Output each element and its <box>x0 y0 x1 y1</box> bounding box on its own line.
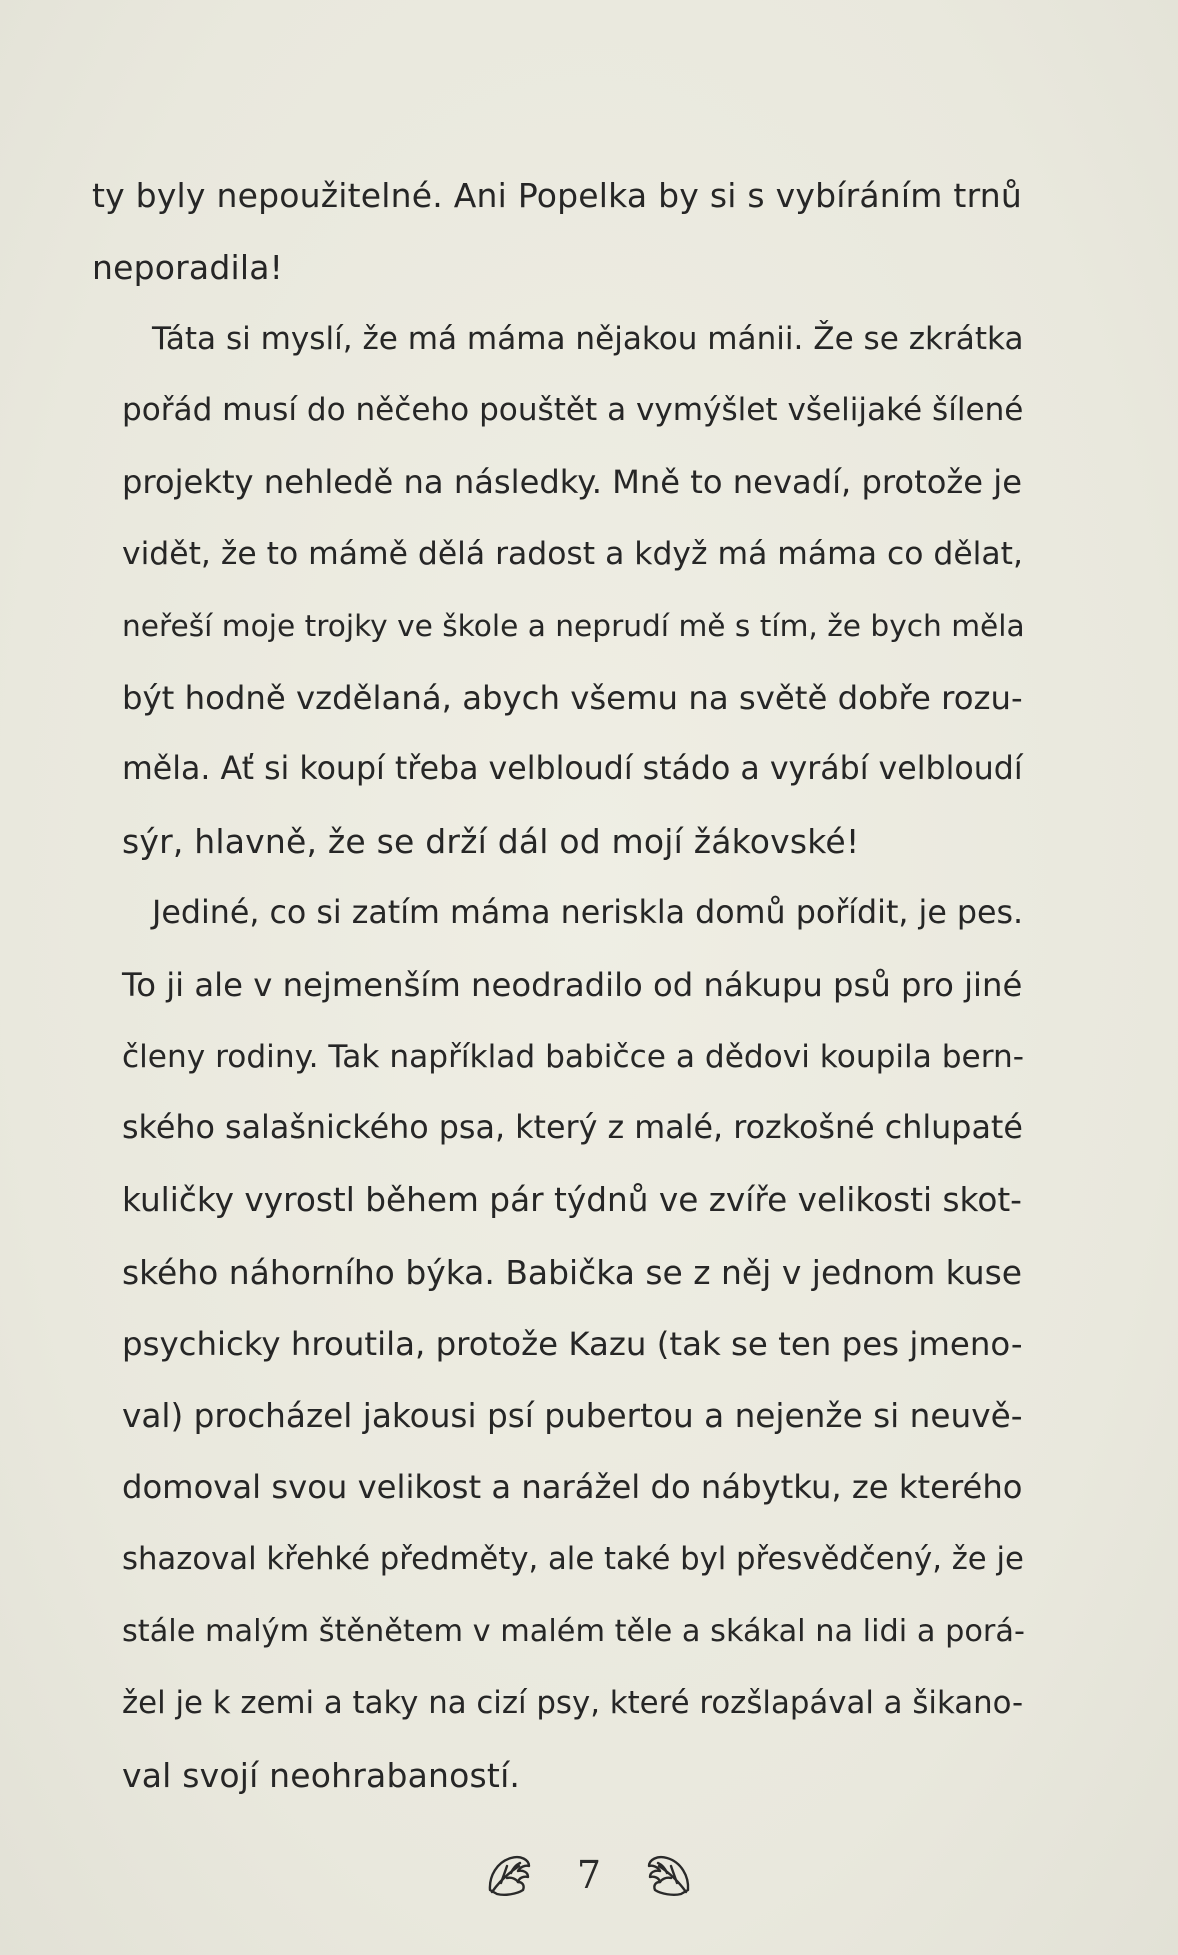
text-line: To ji ale v nejmenším neodradilo od nákupu psů pro jiné <box>122 965 1023 1004</box>
text-line: psychicky hroutila, protože Kazu (tak se ten pes jmeno- <box>122 1324 1023 1363</box>
text-line: val svojí neohrabaností. <box>122 1755 521 1795</box>
text-line: domoval svou velikost a narážel do nábytku, ze kterého <box>122 1468 1023 1507</box>
text-line: ského salašnického psa, který z malé, rozkošné chlupaté <box>122 1110 1023 1147</box>
body-text <box>92 160 1025 1811</box>
text-line: žel je k zemi a taky na cizí psy, které rozšlapával a šikano- <box>122 1684 1024 1721</box>
page-number: 7 <box>576 1853 602 1897</box>
text-line: projekty nehledě na následky. Mně to nevadí, protože je <box>122 463 1022 502</box>
text-line: shazoval křehké předměty, ale také byl přesvědčený, že je <box>122 1542 1024 1578</box>
text-line: být hodně vzdělaná, abych všemu na světě dobře rozu- <box>122 678 1023 717</box>
text-line: Jediné, co si zatím máma neriskla domů pořídit, je pes. <box>152 894 1024 931</box>
text-line: Táta si myslí, že má máma nějakou mánii. Že se zkrátka <box>152 320 1024 357</box>
text-line: neřeší moje trojky ve škole a neprudí mě s tím, že bych měla <box>122 608 1025 643</box>
paragraph <box>92 304 1025 878</box>
page-footer <box>0 1845 1178 1905</box>
monstera-leaf-icon <box>645 1852 693 1898</box>
text-line: měla. Ať si koupí třeba velbloudí stádo a vyrábí velbloudí <box>122 751 1023 788</box>
text-line: stále malým štěnětem v malém těle a skákal na lidi a porá- <box>122 1613 1025 1649</box>
text-line: pořád musí do něčeho pouštět a vymýšlet všelijaké šílené <box>122 392 1024 429</box>
text-line: ty byly nepoužitelné. Ani Popelka by si s vybíráním trnů <box>92 176 1022 215</box>
text-line: členy rodiny. Tak například babičce a dědovi koupila bern- <box>122 1038 1025 1075</box>
paragraph <box>92 160 1022 304</box>
paragraph <box>92 878 1025 1811</box>
text-line: vidět, že to mámě dělá radost a když má máma co dělat, <box>122 535 1023 572</box>
text-line: neporadila! <box>92 247 284 287</box>
monstera-leaf-icon <box>485 1852 533 1898</box>
text-line: sýr, hlavně, že se drží dál od mojí žákovské! <box>122 822 860 862</box>
text-line: kuličky vyrostl během pár týdnů ve zvíře velikosti skot- <box>122 1181 1022 1220</box>
text-line: ského náhorního býka. Babička se z něj v jednom kuse <box>122 1252 1022 1292</box>
text-line: val) procházel jakousi psí pubertou a nejenže si neuvě- <box>122 1396 1023 1435</box>
